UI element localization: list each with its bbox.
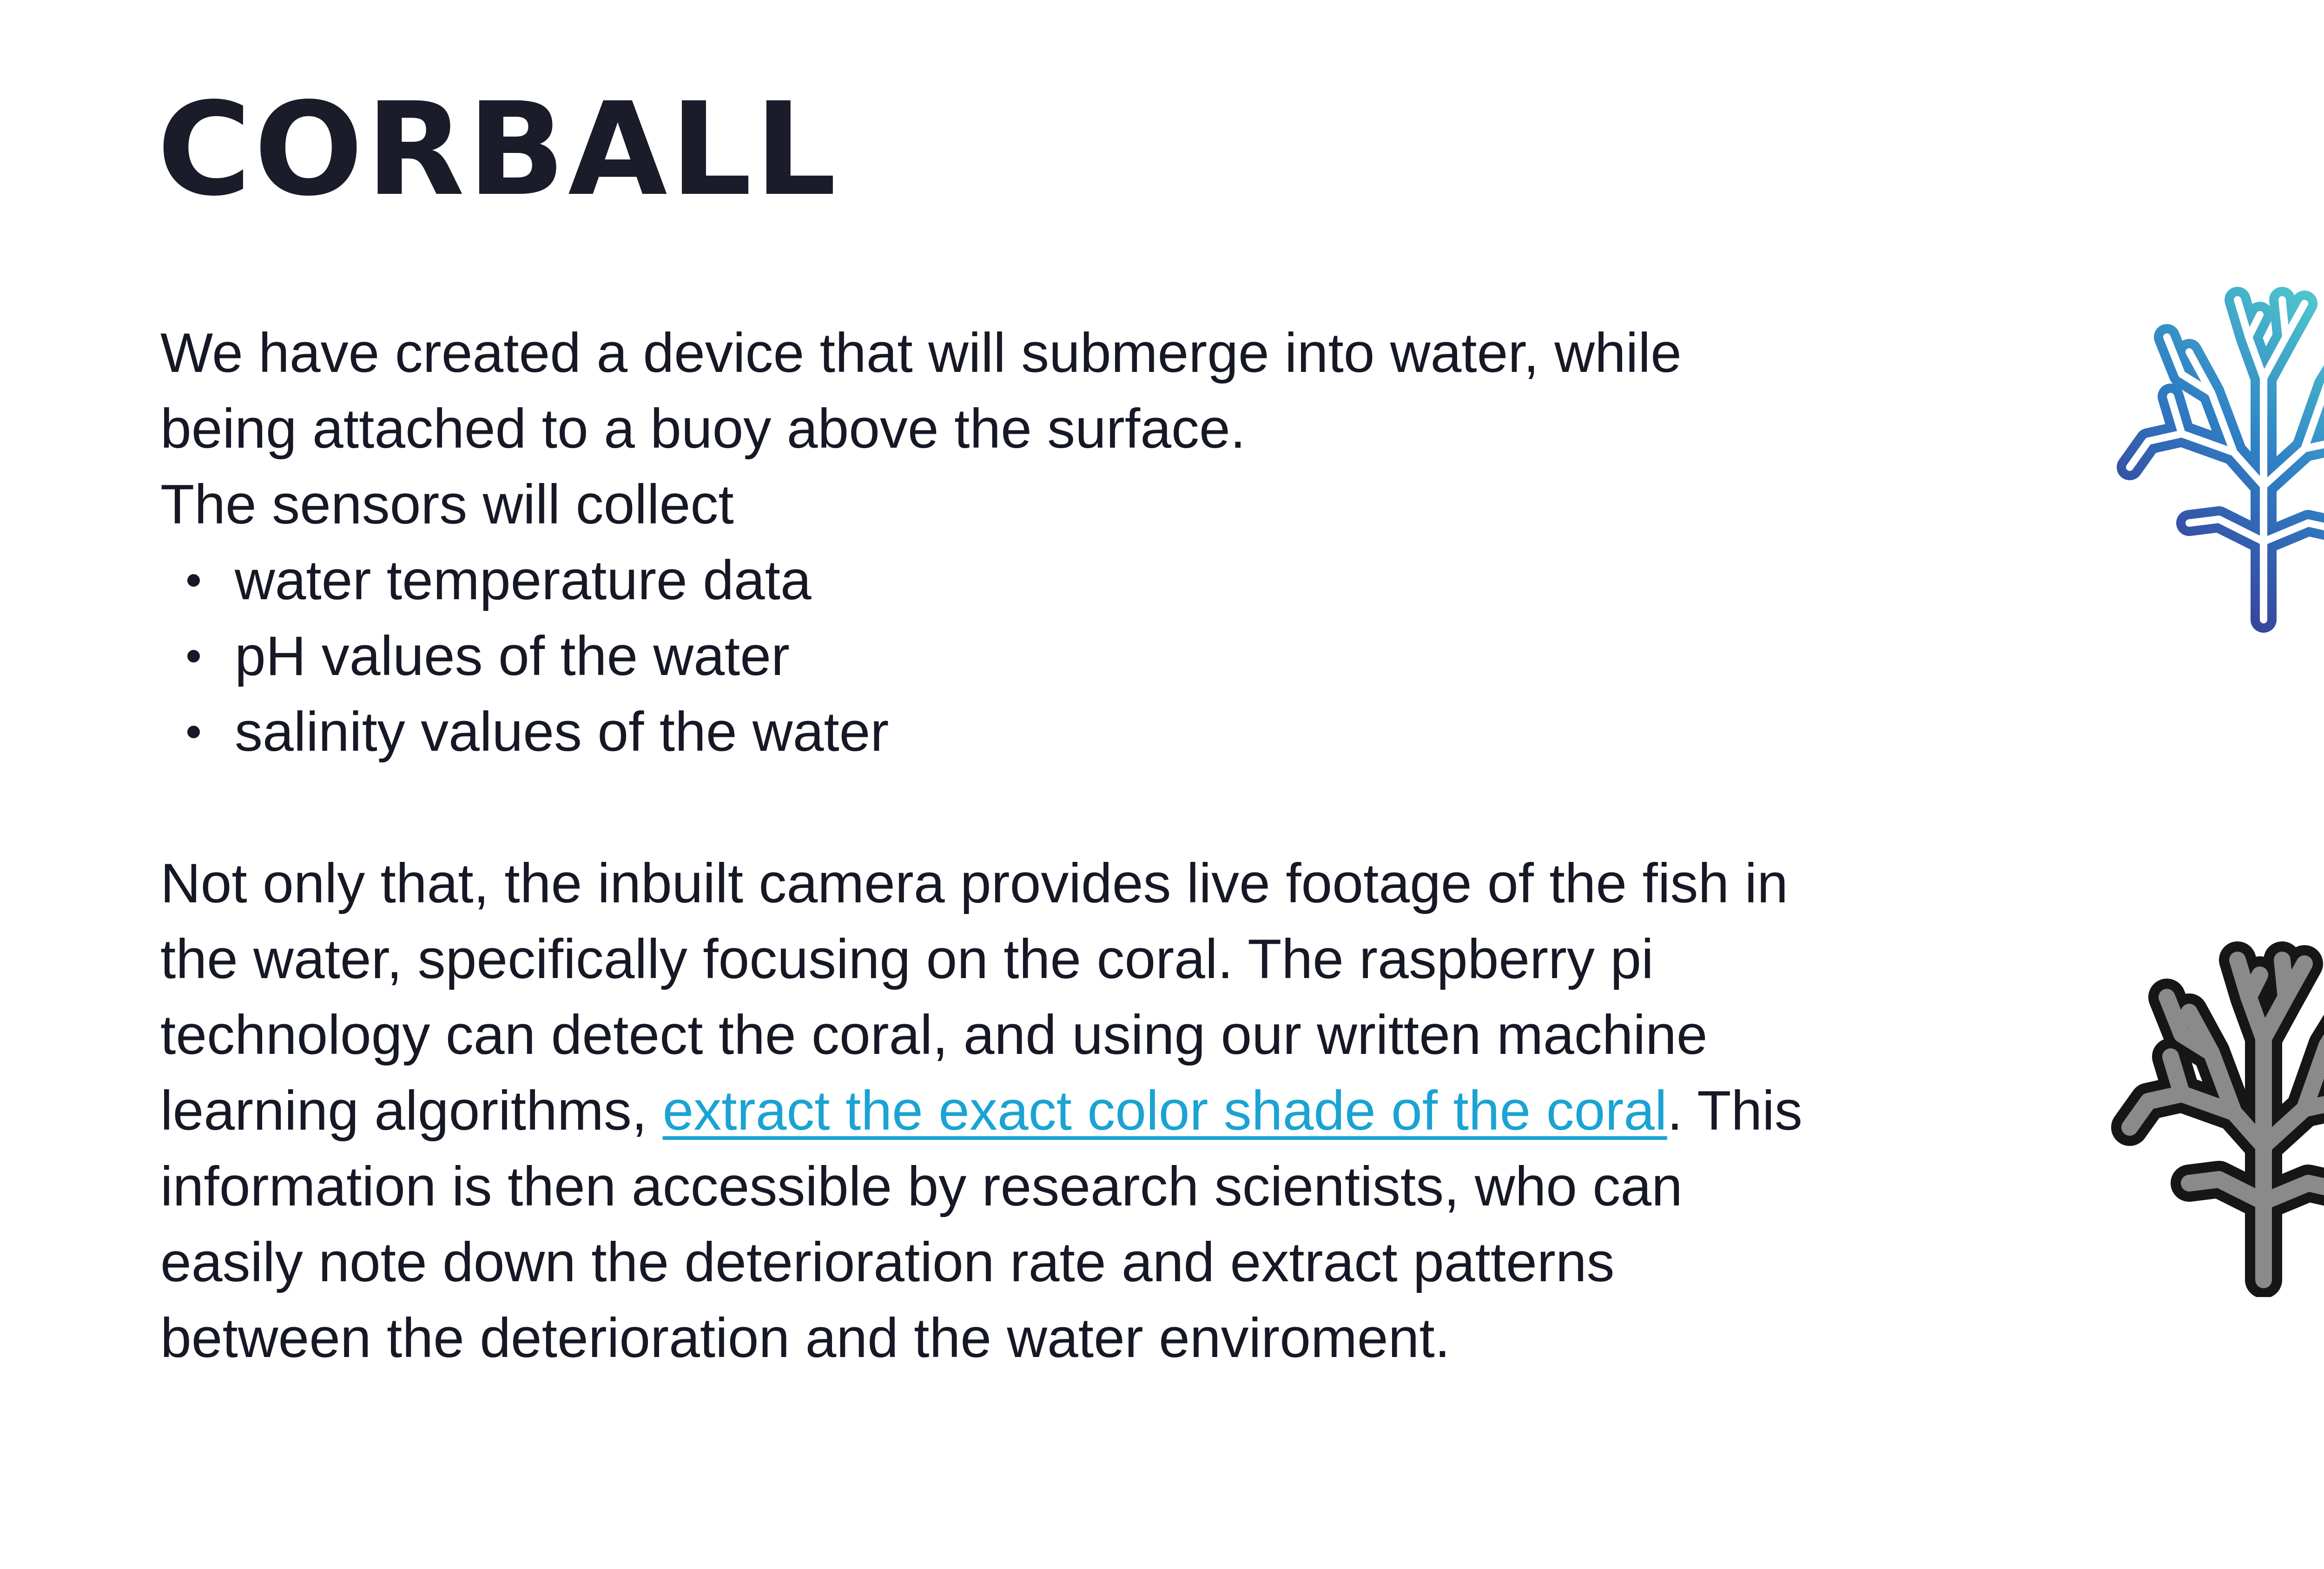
- camera-paragraph-end: . This information is then accessible by research scientists, who can easily note down the deterioration rate and extract patterns between the deterioration and the water enviroment.: [160, 1079, 1802, 1369]
- intro-line-1: We have created a device that will submerge into water, while: [160, 322, 1682, 384]
- coral-gradient-icon: [2078, 260, 2324, 637]
- body-text: [160, 315, 1815, 1376]
- intro-line-2: being attached to a buoy above the surface.: [160, 397, 1246, 460]
- slide-title: CORBALL: [157, 75, 839, 225]
- coral-gray-icon: [2078, 920, 2324, 1297]
- paragraph-spacer: [160, 770, 1815, 846]
- sensor-item-salinity: salinity values of the water: [235, 694, 1815, 770]
- sensor-item-temperature: water temperature data: [235, 543, 1815, 618]
- sensor-item-ph: pH values of the water: [235, 618, 1815, 694]
- color-extraction-link[interactable]: extract the exact color shade of the coral: [662, 1079, 1667, 1142]
- sensor-list: [160, 543, 1815, 770]
- camera-paragraph: [160, 846, 1815, 1376]
- camera-paragraph-start: Not only that, the inbuilt camera provides live footage of the fish in the water, specifically focusing on the coral. The raspberry pi technology can detect the coral, and using our written machine learning algorithms,: [160, 852, 1788, 1142]
- sensors-intro: The sensors will collect: [160, 473, 734, 536]
